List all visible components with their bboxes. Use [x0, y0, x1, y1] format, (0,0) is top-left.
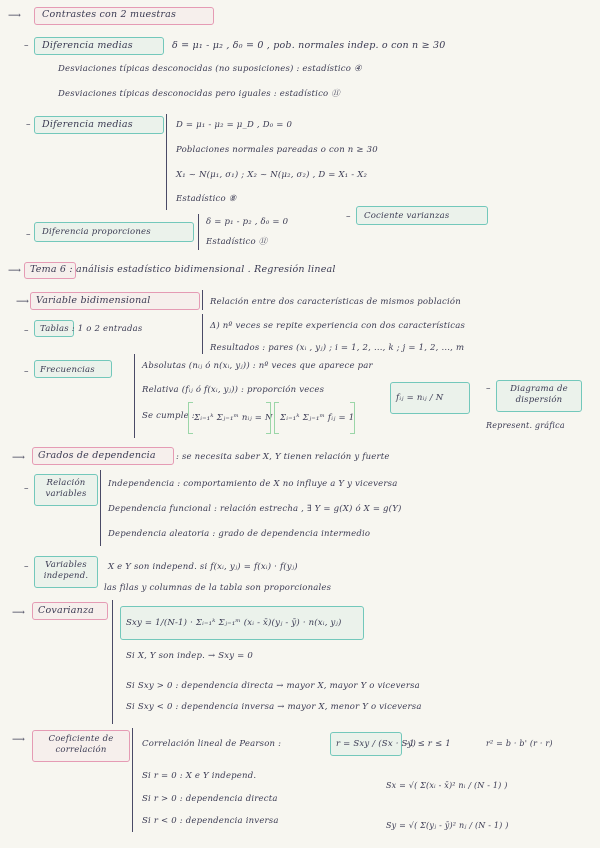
- frec-line-c: Se cumple :: [142, 411, 195, 421]
- diag-label: Diagrama de dispersión: [510, 384, 568, 405]
- sum-formula-1: Σᵢ₌₁ᵏ Σⱼ₌₁ᵐ nᵢⱼ = N: [194, 413, 273, 423]
- bracket: [274, 402, 279, 434]
- bullet-dash-icon: –: [24, 484, 29, 494]
- rel-line-a: Independencia : comportamiento de X no influye a Y y viceversa: [108, 479, 398, 489]
- prop-line-b: Estadístico ⑪: [206, 237, 268, 247]
- sum-formula-2: Σᵢ₌₁ᵏ Σⱼ₌₁ᵐ fᵢⱼ = 1: [280, 413, 355, 423]
- sy-formula: Sy = √( Σ(yⱼ - ȳ)² nⱼ / (N - 1) ): [386, 821, 509, 830]
- vb-label: Variable bidimensional: [36, 295, 151, 306]
- diag-note: Represent. gráfica: [486, 421, 565, 430]
- bracket: [112, 600, 113, 724]
- frec-formula: fᵢⱼ = nᵢⱼ / N: [396, 393, 444, 403]
- indep-line-b: las filas y columnas de la tabla son proporcionales: [104, 583, 332, 593]
- prop-label: Diferencia proporciones: [42, 227, 151, 237]
- coef-line-b: Si r > 0 : dependencia directa: [142, 794, 278, 804]
- dm2-line-c: Estadístico ⑧: [176, 194, 237, 204]
- bullet-dash-icon: –: [24, 41, 29, 51]
- coef-line-a: Si r = 0 : X e Y independ.: [142, 771, 257, 781]
- tablas-label: Tablas : 1 o 2 entradas: [40, 324, 143, 334]
- bracket: [134, 354, 135, 438]
- tema-title: Tema 6 : análisis estadístico bidimensional . Regresión lineal: [30, 264, 336, 275]
- bullet-dash-icon: –: [24, 562, 29, 572]
- bracket: [188, 402, 193, 434]
- bullet-arrow-icon: ⟶: [12, 608, 25, 618]
- bullet-dash-icon: –: [26, 120, 31, 130]
- bracket: [100, 470, 101, 546]
- rel-label: Relación variables: [45, 478, 87, 499]
- bracket: [202, 290, 203, 310]
- tablas-line-b: Resultados : pares (xᵢ , yⱼ) ; i = 1, 2, ..., k ; j = 1, 2, ..., m: [210, 343, 465, 353]
- bracket: [198, 214, 199, 250]
- bracket: [132, 728, 133, 832]
- bracket: [266, 402, 271, 434]
- cov-line-c: Si Sxy < 0 : dependencia inversa → mayor X, menor Y o viceversa: [126, 702, 422, 712]
- sx-formula: Sx = √( Σ(xᵢ - x̄)² nᵢ / (N - 1) ): [386, 781, 508, 790]
- coef-line-c: Si r < 0 : dependencia inversa: [142, 816, 279, 826]
- frec-line-a: Absolutas (nᵢⱼ ó n(xᵢ, yⱼ)) : nº veces que aparece par: [142, 361, 373, 371]
- bullet-arrow-icon: ⟶: [12, 453, 25, 463]
- bullet-dash-icon: –: [486, 384, 491, 394]
- dm2-text: D = μ₁ - μ₂ = μ_D , D₀ = 0: [176, 120, 293, 130]
- dm1-text: δ = μ₁ - μ₂ , δ₀ = 0 , pob. normales indep. o con n ≥ 30: [172, 40, 446, 51]
- rel-line-b: Dependencia funcional : relación estrecha , ∃ Y = g(X) ó X = g(Y): [108, 504, 402, 514]
- coef-label: Coeficiente de correlación: [48, 734, 114, 755]
- bullet-dash-icon: –: [26, 230, 31, 240]
- section-title: Contrastes con 2 muestras: [42, 9, 177, 20]
- coef-range: -1 ≤ r ≤ 1: [406, 739, 451, 749]
- frec-label: Frecuencias: [40, 365, 95, 375]
- cov-formula: Sxy = 1/(N-1) · Σᵢ₌₁ᵏ Σⱼ₌₁ᵐ (xᵢ - x̄)(yⱼ - ȳ) · n(xᵢ, yⱼ): [126, 618, 342, 628]
- rel-line-c: Dependencia aleatoria : grado de dependencia intermedio: [108, 529, 371, 539]
- coef-side: r² = b · b' (r · r): [486, 739, 553, 748]
- coef-title: Correlación lineal de Pearson :: [142, 739, 282, 749]
- bullet-dash-icon: –: [346, 212, 351, 222]
- bullet-arrow-icon: ⟶: [16, 297, 29, 307]
- dm1-label: Diferencia medias: [42, 40, 133, 51]
- dm2-line-a: Poblaciones normales pareadas o con n ≥ 30: [176, 145, 378, 155]
- dm1-line-a: Desviaciones típicas desconocidas (no suposiciones) : estadístico ④: [58, 64, 362, 74]
- dm2-line-b: X₁ ~ N(μ₁, σ₁) ; X₂ ~ N(μ₂, σ₂) , D = X₁ - X₂: [176, 170, 368, 180]
- indep-line-a: X e Y son independ. si f(xᵢ, yⱼ) = f(xᵢ) · f(yⱼ): [108, 562, 298, 572]
- vb-text: Relación entre dos características de mismos población: [210, 297, 461, 307]
- dm1-line-b: Desviaciones típicas desconocidas pero iguales : estadístico ⑪: [58, 89, 340, 99]
- bracket: [350, 402, 355, 434]
- bracket: [202, 314, 203, 354]
- grados-label: Grados de dependencia: [38, 450, 156, 461]
- dm2-label: Diferencia medias: [42, 119, 133, 130]
- bullet-dash-icon: –: [24, 367, 29, 377]
- cov-line-a: Si X, Y son indep. → Sxy = 0: [126, 651, 253, 661]
- bullet-arrow-icon: ⟶: [8, 266, 21, 276]
- bullet-dash-icon: –: [24, 326, 29, 336]
- prop-line-a: δ = p₁ - p₂ , δ₀ = 0: [206, 217, 289, 227]
- frec-line-b: Relativa (fᵢⱼ ó f(xᵢ, yⱼ)) : proporción veces: [142, 385, 325, 395]
- tablas-line-a: Δ) nº veces se repite experiencia con dos características: [210, 321, 466, 331]
- coef-formula: r = Sxy / (Sx · Sy): [336, 739, 417, 749]
- cov-label: Covarianza: [38, 605, 95, 616]
- bullet-arrow-icon: ⟶: [12, 735, 25, 745]
- bracket: [166, 114, 167, 210]
- grados-text: : se necesita saber X, Y tienen relación y fuerte: [176, 452, 390, 462]
- bullet-arrow-icon: ⟶: [8, 11, 21, 21]
- indep-label: Variables independ.: [43, 560, 89, 581]
- cociente-label: Cociente varianzas: [364, 211, 450, 221]
- cov-line-b: Si Sxy > 0 : dependencia directa → mayor X, mayor Y o viceversa: [126, 681, 420, 691]
